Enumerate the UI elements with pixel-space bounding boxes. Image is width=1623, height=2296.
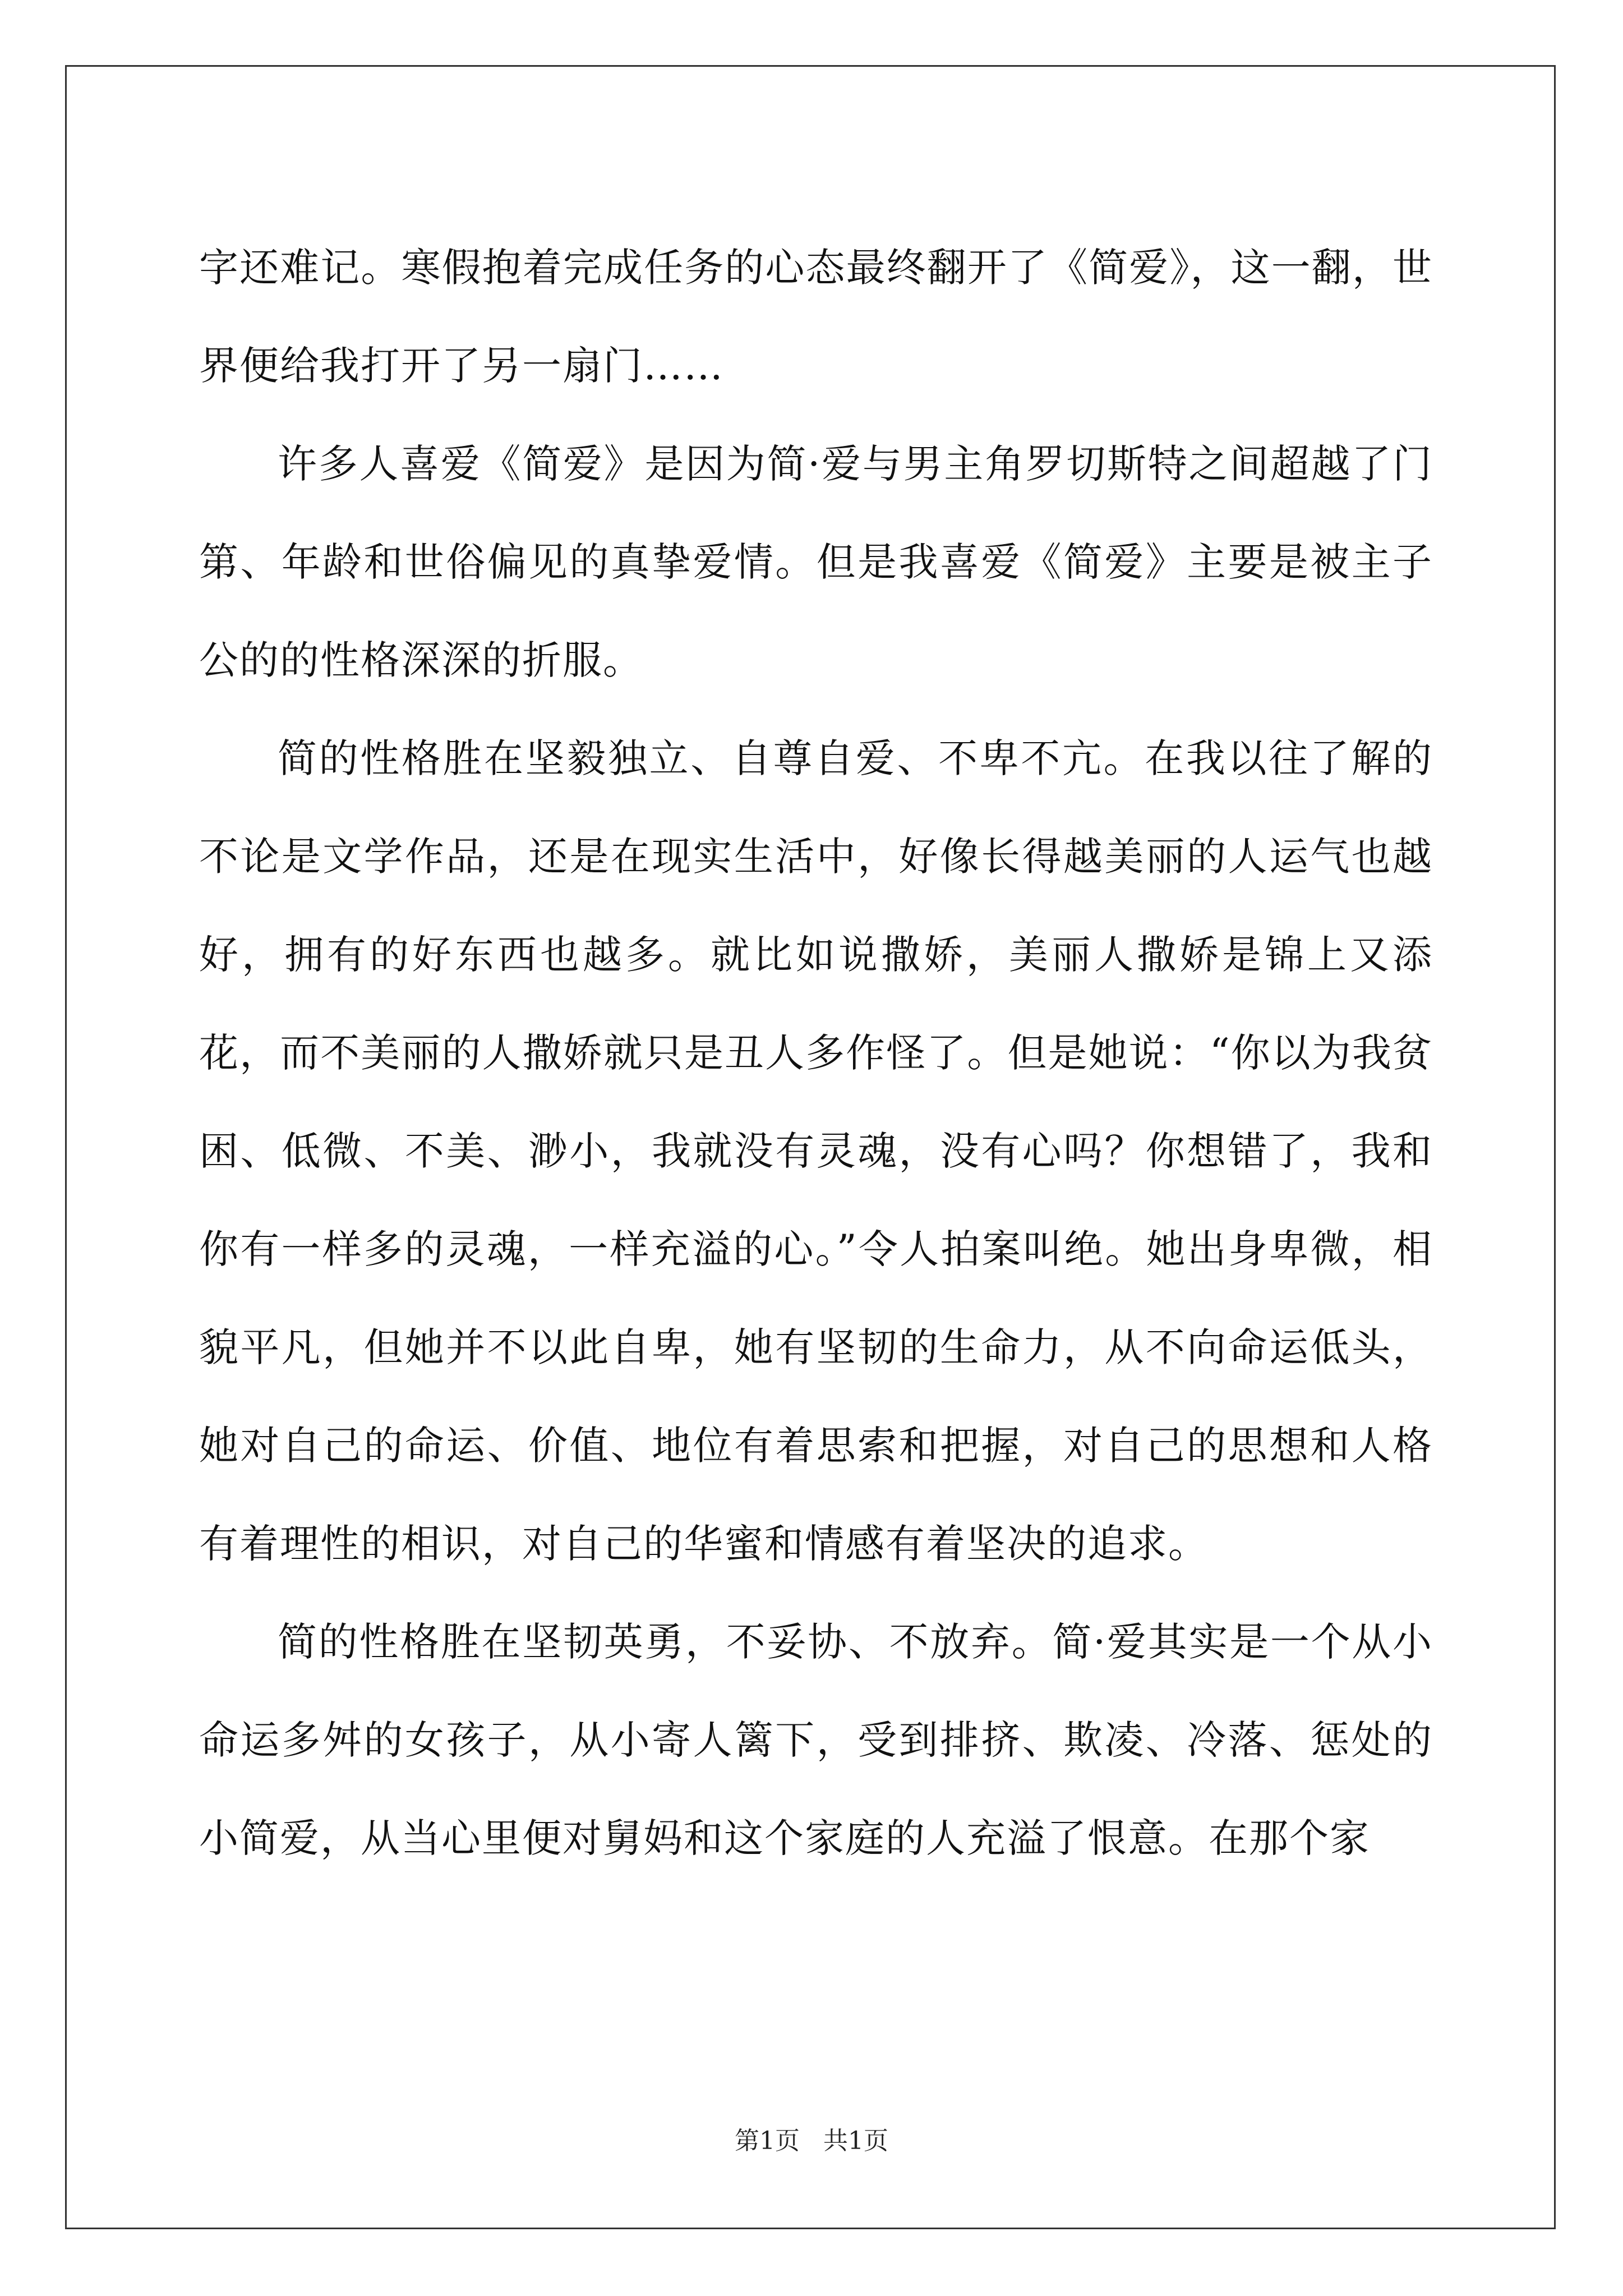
paragraph-1: 字还难记。寒假抱着完成任务的心态最终翻开了《简爱》，这一翻，世界便给我打开了另一扇门…… xyxy=(199,245,1433,389)
document-body xyxy=(199,219,1433,1888)
paragraph-2: 许多人喜爱《简爱》是因为简·爱与男主角罗切斯特之间超越了门第、年龄和世俗偏见的真挚爱情。但是我喜爱《简爱》主要是被主子公的的性格深深的折服。 xyxy=(199,441,1433,683)
paragraph-3: 简的性格胜在坚毅独立、自尊自爱、不卑不亢。在我以往了解的不论是文学作品，还是在现实生活中，好像长得越美丽的人运气也越好，拥有的好东西也越多。就比如说撒娇，美丽人撒娇是锦上又添花，而不美丽的人撒娇就只是丑人多作怪了。但是她说：“你以为我贫困、低微、不美、渺小，我就没有灵魂，没有心吗？你想错了，我和你有一样多的灵魂，一样充溢的心。”令人拍案叫绝。她出身卑微，相貌平凡，但她并不以此自卑，她有坚韧的生命力，从不向命运低头，她对自己的命运、价值、地位有着思索和把握，对自己的思想和人格有着理性的相识，对自己的华蜜和情感有着坚决的追求。 xyxy=(199,735,1433,1567)
page-number-footer: 第1页 共1页 xyxy=(735,2127,888,2155)
paragraph-4: 简的性格胜在坚韧英勇，不妥协、不放弃。简·爱其实是一个从小命运多舛的女孩子，从小寄人篱下，受到排挤、欺凌、冷落、惩处的小简爱，从当心里便对舅妈和这个家庭的人充溢了恨意。在那个家 xyxy=(199,1619,1433,1861)
